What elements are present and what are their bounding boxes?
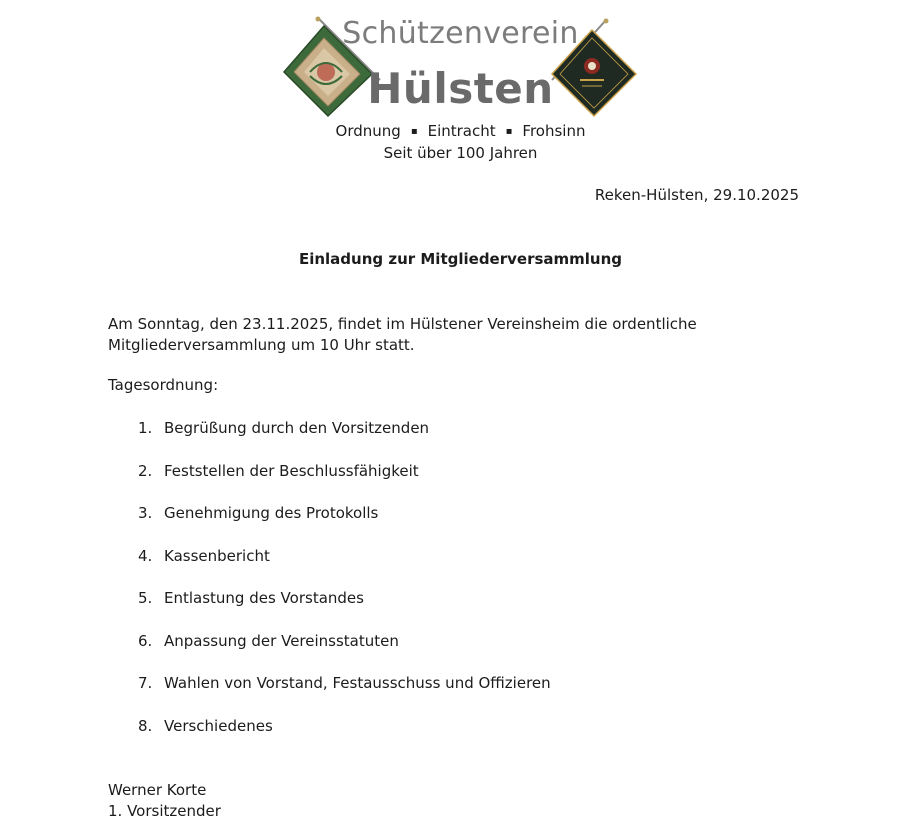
motto-line [230, 122, 691, 140]
agenda-item-text: Genehmigung des Protokolls [164, 504, 379, 522]
club-name-line1: Schützenverein [342, 16, 579, 51]
signature-block [108, 780, 221, 822]
agenda-item-number: 2. [138, 461, 153, 480]
agenda-item [108, 632, 551, 675]
agenda-item [108, 547, 551, 590]
agenda-item-text: Wahlen von Vorstand, Festausschuss und Offizieren [164, 674, 551, 692]
signature-role: 1. Vorsitzender [108, 802, 221, 820]
club-name-line2: Hülsten [367, 64, 554, 113]
motto-separator: ▪ [410, 126, 418, 137]
motto-word: Ordnung [335, 122, 401, 140]
place-date: Reken-Hülsten, 29.10.2025 [594, 186, 799, 204]
agenda-item-text: Feststellen der Beschlussfähigkeit [164, 461, 419, 480]
agenda-item-number: 7. [138, 674, 153, 692]
agenda-list [108, 419, 551, 759]
agenda-item-number: 3. [138, 504, 153, 522]
agenda-item-number: 8. [138, 716, 153, 735]
agenda-item-text: Kassenbericht [164, 546, 270, 565]
agenda-heading: Tagesordnung: [108, 376, 219, 394]
agenda-item [108, 589, 551, 632]
agenda-item-text: Anpassung der Vereinsstatuten [164, 631, 399, 650]
agenda-item-number: 6. [138, 631, 153, 650]
motto-separator: ▪ [505, 126, 513, 137]
agenda-item [108, 419, 551, 462]
signature-name: Werner Korte [108, 781, 207, 799]
agenda-item [108, 462, 551, 505]
agenda-item [108, 717, 551, 760]
agenda-item-number: 4. [138, 546, 153, 565]
agenda-item-number: 5. [138, 589, 153, 607]
motto-word: Eintracht [427, 122, 496, 140]
agenda-item-number: 1. [138, 419, 153, 437]
agenda-item [108, 674, 551, 717]
agenda-item-text: Verschiedenes [164, 716, 273, 735]
letter-subject: Einladung zur Mitgliederversammlung [298, 250, 623, 268]
agenda-item-text: Entlastung des Vorstandes [164, 589, 364, 607]
motto-word: Frohsinn [522, 122, 586, 140]
agenda-item-text: Begrüßung durch den Vorsitzenden [164, 419, 430, 437]
since-line: Seit über 100 Jahren [383, 144, 538, 162]
intro-paragraph: Am Sonntag, den 23.11.2025, findet im Hülstener Vereinsheim die ordentliche Mitgliederversammlung um 10 Uhr statt. [108, 315, 697, 354]
agenda-item [108, 504, 551, 547]
